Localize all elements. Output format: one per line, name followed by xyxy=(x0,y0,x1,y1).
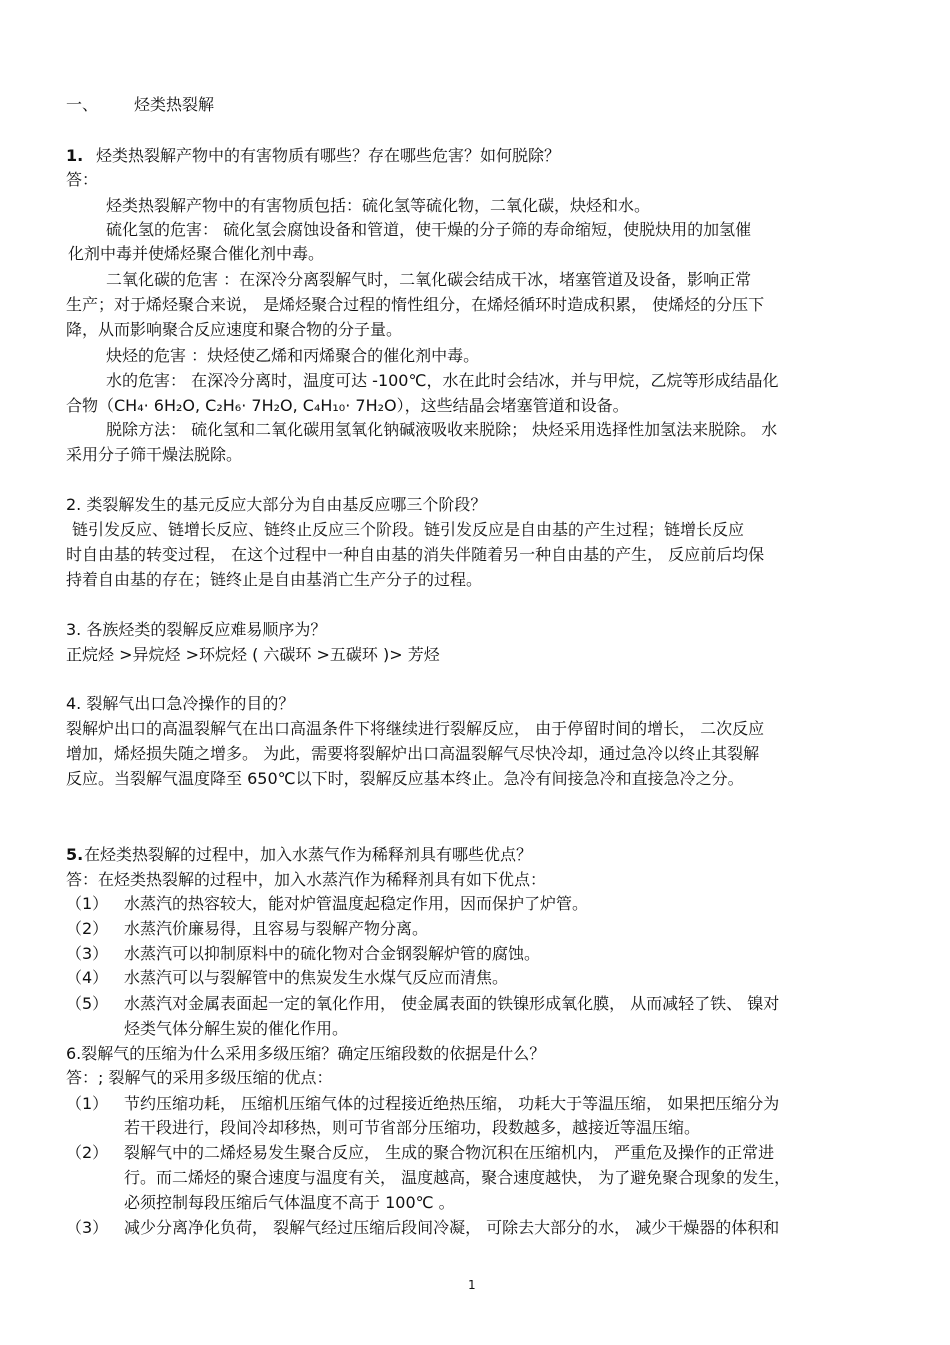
q2-line: 链引发反应、链增长反应、链终止反应三个阶段。链引发反应是自由基的产生过程；链增长反应 xyxy=(72,520,745,539)
q1-question: 烃类热裂解产物中的有害物质有哪些？存在哪些危害？如何脱除？ xyxy=(96,146,561,165)
q6-item-number: （3） xyxy=(66,1218,109,1237)
q5-item-text: 烃类气体分解生炭的催化作用。 xyxy=(124,1019,349,1038)
q6-question: 6.裂解气的压缩为什么采用多级压缩？确定压缩段数的依据是什么？ xyxy=(66,1044,546,1063)
q6-item-text: 节约压缩功耗， 压缩机压缩气体的过程接近绝热压缩， 功耗大于等温压缩， 如果把压缩分为 xyxy=(124,1094,780,1113)
section-number: 一、 xyxy=(66,95,99,114)
q5-item-number: （3） xyxy=(66,944,109,963)
q3-question: 3. 各族烃类的裂解反应难易顺序为？ xyxy=(66,620,327,639)
q1-number: 1. xyxy=(66,146,84,165)
q4-line: 增加，烯烃损失随之增多。 为此，需要将裂解炉出口高温裂解气尽快冷却，通过急冷以终止其裂解 xyxy=(66,744,760,763)
q1-line: 采用分子筛干燥法脱除。 xyxy=(66,445,243,464)
q5-item-number: （1） xyxy=(66,894,109,913)
q4-line: 裂解炉出口的高温裂解气在出口高温条件下将继续进行裂解反应， 由于停留时间的增长， 二次反应 xyxy=(66,719,765,738)
q6-item-text: 行。而二烯烃的聚合速度与温度有关， 温度越高，聚合速度越快， 为了避免聚合现象的发生， xyxy=(124,1168,791,1187)
q2-line: 时自由基的转变过程， 在这个过程中一种自由基的消失伴随着另一种自由基的产生， 反应前后均保 xyxy=(66,545,765,564)
q6-item-number: （2） xyxy=(66,1143,109,1162)
q1-line: 炔烃的危害 ：炔烃使乙烯和丙烯聚合的催化剂中毒。 xyxy=(106,346,480,365)
q3-answer: 正烷烃 >异烷烃 >环烷烃 ( 六碳环 >五碳环 )> 芳烃 xyxy=(66,645,440,664)
q6-item-number: （1） xyxy=(66,1094,109,1113)
q1-line: 二氧化碳的危害 ：在深冷分离裂解气时，二氧化碳会结成干冰，堵塞管道及设备，影响正常 xyxy=(106,270,752,289)
q1-line: 脱除方法： 硫化氢和二氧化碳用氢氧化钠碱液吸收来脱除； 炔烃采用选择性加氢法来脱除。 水 xyxy=(106,420,778,439)
q6-item-text: 必须控制每段压缩后气体温度不高于 100℃ 。 xyxy=(124,1193,455,1212)
q1-line: 生产；对于烯烃聚合来说， 是烯烃聚合过程的惰性组分，在烯烃循环时造成积累， 使烯烃的分压下 xyxy=(66,295,765,314)
q2-line: 持着自由基的存在；链终止是自由基消亡生产分子的过程。 xyxy=(66,570,483,589)
q5-item-number: （2） xyxy=(66,919,109,938)
q1-line: 水的危害： 在深冷分离时，温度可达 -100℃，水在此时会结冰，并与甲烷，乙烷等形成结晶化 xyxy=(106,371,779,390)
q5-intro: 答：在烃类热裂解的过程中，加入水蒸汽作为稀释剂具有如下优点： xyxy=(66,870,547,889)
q5-question: 在烃类热裂解的过程中，加入水蒸气作为稀释剂具有哪些优点？ xyxy=(84,845,533,864)
q1-line: 合物（CH₄· 6H₂O, C₂H₆· 7H₂O, C₄H₁₀· 7H₂O），这些结晶会堵塞管道和设备。 xyxy=(66,396,629,415)
q1-line: 化剂中毒并使烯烃聚合催化剂中毒。 xyxy=(68,244,325,263)
section-title: 烃类热裂解 xyxy=(134,95,215,114)
q1-line: 硫化氢的危害： 硫化氢会腐蚀设备和管道，使干燥的分子筛的寿命缩短，使脱炔用的加氢催 xyxy=(106,220,752,239)
q5-number: 5. xyxy=(66,845,84,864)
q6-intro: 答：; 裂解气的采用多级压缩的优点： xyxy=(66,1068,333,1087)
q5-item-text: 水蒸汽对金属表面起一定的氧化作用， 使金属表面的铁镍形成氧化膜， 从而减轻了铁、 镍对 xyxy=(124,994,780,1013)
q6-item-text: 减少分离净化负荷， 裂解气经过压缩后段间冷凝， 可除去大部分的水， 减少干燥器的体积和 xyxy=(124,1218,780,1237)
q1-answer-label: 答： xyxy=(66,170,99,189)
q4-line: 反应。当裂解气温度降至 650℃以下时，裂解反应基本终止。急冷有间接急冷和直接急冷之分。 xyxy=(66,769,744,788)
q6-item-text: 裂解气中的二烯烃易发生聚合反应， 生成的聚合物沉积在压缩机内， 严重危及操作的正常进 xyxy=(124,1143,775,1162)
page-number: 1 xyxy=(468,1278,476,1292)
q1-line: 降，从而影响聚合反应速度和聚合物的分子量。 xyxy=(66,320,403,339)
q5-item-number: （4） xyxy=(66,968,109,987)
q6-item-text: 若干段进行，段间冷却移热，则可节省部分压缩功，段数越多，越接近等温压缩。 xyxy=(124,1118,701,1137)
q5-item-text: 水蒸汽价廉易得，且容易与裂解产物分离。 xyxy=(124,919,429,938)
q5-item-text: 水蒸汽的热容较大，能对炉管温度起稳定作用，因而保护了炉管。 xyxy=(124,894,589,913)
q5-item-text: 水蒸汽可以抑制原料中的硫化物对合金钢裂解炉管的腐蚀。 xyxy=(124,944,541,963)
q5-item-text: 水蒸汽可以与裂解管中的焦炭发生水煤气反应而清焦。 xyxy=(124,968,509,987)
q2-question: 2. 类裂解发生的基元反应大部分为自由基反应哪三个阶段？ xyxy=(66,495,487,514)
q4-question: 4. 裂解气出口急冷操作的目的？ xyxy=(66,694,295,713)
q5-item-number: （5） xyxy=(66,994,109,1013)
q1-line: 烃类热裂解产物中的有害物质包括：硫化氢等硫化物，二氧化碳，炔烃和水。 xyxy=(106,196,651,215)
